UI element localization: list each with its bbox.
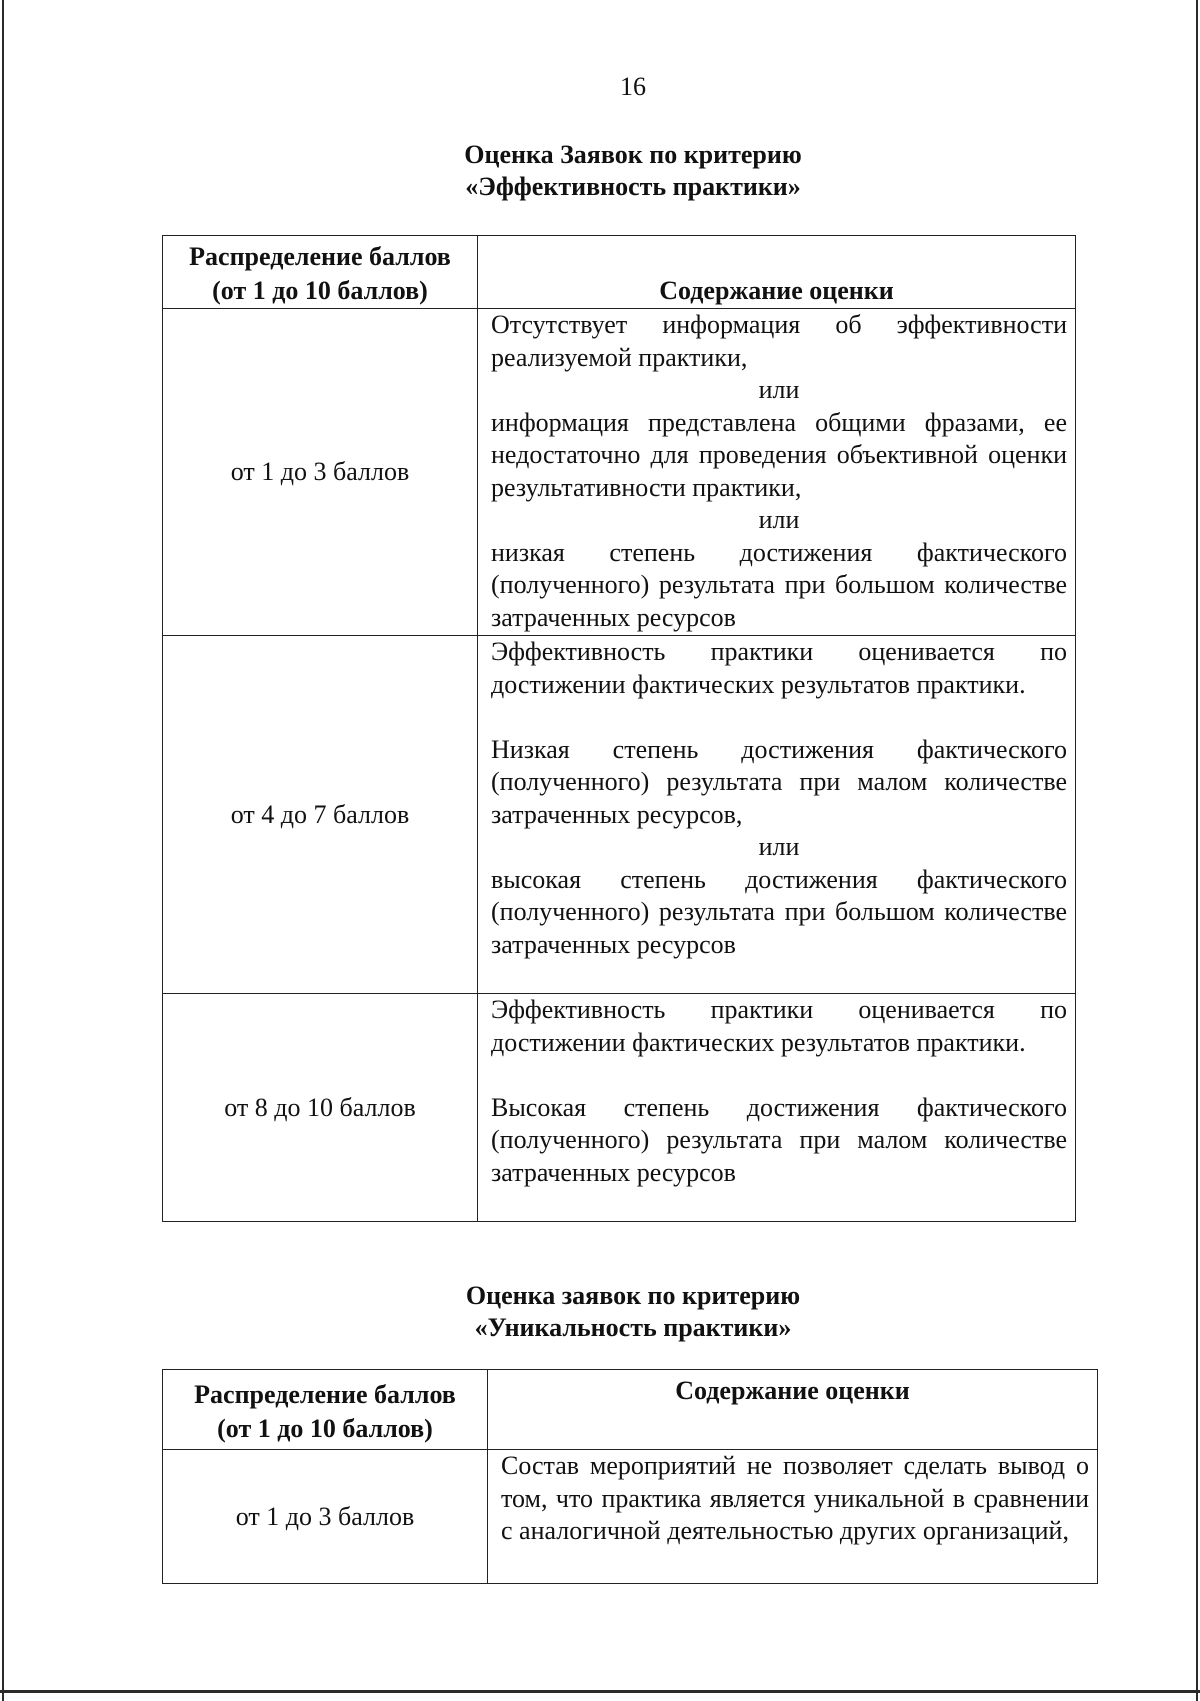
assessment-content-cell xyxy=(478,994,1076,1222)
table-header-row xyxy=(163,236,1076,272)
section-title-line: «Эффективность практики» xyxy=(465,172,801,201)
assessment-paragraph: Низкая степень достижения фактического (полученного) результата при малом количестве затраченных ресурсов, xyxy=(491,734,1067,829)
header-score-line: Распределение баллов xyxy=(194,1379,456,1409)
header-score-cell xyxy=(163,236,478,309)
section-title-uniqueness xyxy=(0,1280,1200,1344)
assessment-content-cell xyxy=(488,1450,1098,1584)
assessment-paragraph: высокая степень достижения фактического (полученного) результата при большом количестве затраченных ресурсов xyxy=(491,864,1067,959)
header-score-line: (от 1 до 10 баллов) xyxy=(217,1413,433,1443)
assessment-paragraph: низкая степень достижения фактического (полученного) результата при большом количестве затраченных ресурсов xyxy=(491,537,1067,632)
header-score-line: Распределение баллов xyxy=(189,242,451,271)
header-content-cell: Содержание оценки xyxy=(478,272,1076,309)
score-range-cell: от 1 до 3 баллов xyxy=(163,309,478,636)
assessment-paragraph: Отсутствует информация об эффективности реализуемой практики, xyxy=(491,310,1067,372)
assessment-paragraph: Высокая степень достижения фактического (полученного) результата при малом количестве затраченных ресурсов xyxy=(491,1092,1067,1187)
assessment-paragraph: Эффективность практики оценивается по достижении фактических результатов практики. xyxy=(491,637,1067,699)
effectiveness-criteria-table xyxy=(162,235,1076,1222)
table-row xyxy=(163,636,1076,994)
page-left-edge xyxy=(2,0,4,1701)
section-title-line: «Уникальность практики» xyxy=(474,1313,792,1342)
header-content-spacer xyxy=(478,236,1076,272)
header-score-cell xyxy=(163,1370,488,1450)
assessment-paragraph: информация представлена общими фразами, ее недостаточно для проведения объективной оценки результативности практики, xyxy=(491,407,1067,502)
assessment-paragraph: Эффективность практики оценивается по достижении фактических результатов практики. xyxy=(491,995,1067,1057)
paragraph-gap xyxy=(491,1059,1067,1092)
section-title-line: Оценка заявок по критерию xyxy=(465,1281,801,1310)
assessment-paragraph: Состав мероприятий не позволяет сделать вывод о том, что практика является уникальной в сравнении с аналогичной деятельностью других организаций, xyxy=(501,1451,1089,1545)
or-separator: или xyxy=(758,375,800,404)
header-content-cell: Содержание оценки xyxy=(488,1370,1098,1450)
header-score-line: (от 1 до 10 баллов) xyxy=(212,276,428,305)
table-row xyxy=(163,309,1076,636)
page-number: 16 xyxy=(620,72,646,101)
page-bottom-edge xyxy=(0,1690,1200,1693)
table-row xyxy=(163,994,1076,1222)
score-range-cell: от 8 до 10 баллов xyxy=(163,994,478,1222)
assessment-content-cell xyxy=(478,636,1076,994)
page-right-edge xyxy=(1196,0,1198,1701)
paragraph-gap xyxy=(491,701,1067,734)
table-header-row xyxy=(163,1370,1098,1450)
section-title-line: Оценка Заявок по критерию xyxy=(464,140,802,169)
assessment-content-cell xyxy=(478,309,1076,636)
score-range-cell: от 4 до 7 баллов xyxy=(163,636,478,994)
or-separator: или xyxy=(758,505,800,534)
section-title-effectiveness xyxy=(0,139,1200,203)
table-row xyxy=(163,1450,1098,1584)
uniqueness-criteria-table xyxy=(162,1369,1098,1584)
score-range-cell: от 1 до 3 баллов xyxy=(163,1450,488,1584)
or-separator: или xyxy=(758,832,800,861)
